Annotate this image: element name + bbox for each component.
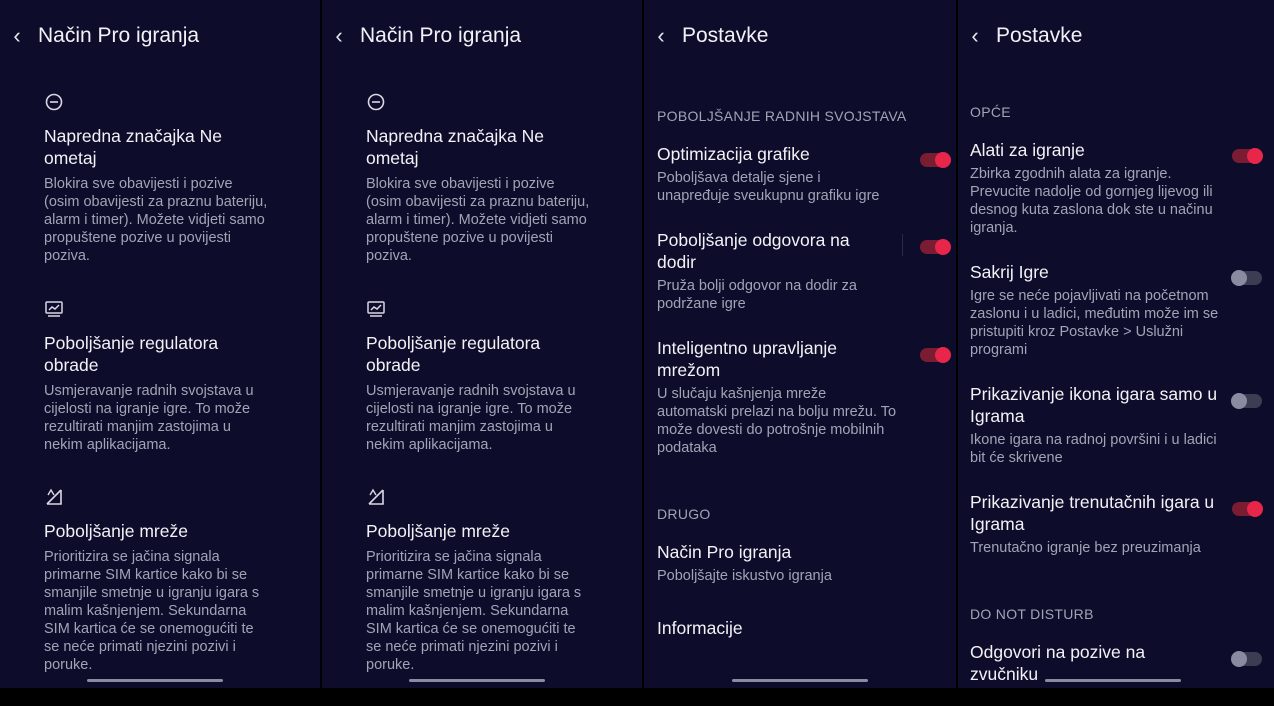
setting-title: Alati za igranje [970,140,1085,160]
panel-pro-gaming-1 [0,0,320,688]
app-bar [644,18,768,54]
setting-title: Prikazivanje trenutačnih igara u Igrama [970,492,1215,534]
setting-touch-response[interactable] [657,229,885,313]
setting-hide-games[interactable] [970,261,1220,359]
page-title: Način Pro igranja [38,24,200,47]
setting-information[interactable] [657,617,917,639]
setting-gaming-tools[interactable] [970,139,1220,237]
section-header-other: DRUGO [657,506,711,522]
setting-pro-gaming-mode[interactable] [657,541,917,585]
home-indicator[interactable] [1045,679,1181,682]
do-not-disturb-icon [366,92,386,112]
feature-do-not-disturb [44,92,268,265]
section-header-performance: POBOLJŠANJE RADNIH SVOJSTAVA [657,108,907,124]
page-title: Način Pro igranja [360,24,522,47]
performance-chart-icon [44,299,64,319]
panel-pro-gaming-2 [322,0,642,688]
feature-description: Blokira sve obavijesti i pozive (osim obavijesti za praznu bateriju, alarm i timer). Možete vidjeti samo propuštene pozive u povijesti poziva. [366,176,590,264]
setting-description: Igre se neće pojavljivati na početnom zaslonu i u ladici, međutim može im se pristupiti kroz Postavke > Uslužni programi [970,288,1219,358]
graphics-optimization-toggle[interactable] [920,153,950,167]
setting-title: Prikazivanje ikona igara samo u Igrama [970,384,1218,426]
feature-title: Poboljšanje regulatora obrade [366,333,541,375]
panel-settings-2 [958,0,1274,688]
setting-title: Odgovori na pozive na zvučniku [970,642,1146,684]
back-arrow-icon[interactable]: ‹ [13,23,21,48]
page-title: Postavke [996,24,1083,47]
game-icons-only-toggle[interactable] [1232,394,1262,408]
feature-title: Napredna značajka Ne ometaj [366,126,545,168]
setting-speaker-answer[interactable] [970,641,1190,684]
app-bar [0,18,199,54]
feature-description: Prioritizira se jačina signala primarne SIM kartice kako bi se smanjile smetnje u igranju igara s malim kašnjenjem. Sekundarna SIM kartica će se onemogućiti te se neće primati njezini pozivi i poruke. [44,549,260,673]
app-bar [322,18,521,54]
setting-game-icons-only[interactable] [970,383,1222,467]
feature-network [366,487,590,674]
home-indicator[interactable] [732,679,868,682]
feature-network [44,487,268,674]
hide-games-toggle[interactable] [1232,271,1262,285]
setting-title: Način Pro igranja [657,542,792,562]
setting-description: Ikone igara na radnoj površini i u ladici bit će skrivene [970,432,1217,466]
back-arrow-icon[interactable]: ‹ [335,23,343,48]
touch-response-toggle[interactable] [920,240,950,254]
setting-description: Zbirka zgodnih alata za igranje. Prevucite nadolje od gornjeg lijevog ili desnog kuta zaslona dok ste u načinu igranja. [970,166,1213,236]
setting-title: Sakrij Igre [970,262,1049,282]
setting-description: Poboljšajte iskustvo igranja [657,568,832,584]
feature-processor [44,299,268,454]
setting-description: U slučaju kašnjenja mreže automatski prelazi na bolju mrežu. To može dovesti do potrošnje mobilnih podataka [657,386,897,456]
network-signal-icon [366,487,386,507]
back-arrow-icon[interactable]: ‹ [657,23,665,48]
setting-title: Poboljšanje odgovora na dodir [657,230,850,272]
feature-processor [366,299,590,454]
home-indicator[interactable] [87,679,223,682]
setting-smart-network[interactable] [657,337,897,457]
setting-graphics-optimization[interactable] [657,143,897,205]
divider [902,234,903,256]
app-bar [958,18,1082,54]
gaming-tools-toggle[interactable] [1232,149,1262,163]
speaker-answer-toggle[interactable] [1232,652,1262,666]
smart-network-toggle[interactable] [920,348,950,362]
section-header-dnd: DO NOT DISTURB [970,606,1094,622]
panel-settings-1 [644,0,956,688]
network-signal-icon [44,487,64,507]
feature-do-not-disturb [366,92,590,265]
setting-description: Poboljšava detalje sjene i unapređuje sveukupnu grafiku igre [657,170,880,204]
section-header-general: OPĆE [970,104,1011,120]
setting-title: Informacije [657,618,743,638]
performance-chart-icon [366,299,386,319]
setting-title: Optimizacija grafike [657,144,810,164]
setting-description: Trenutačno igranje bez preuzimanja [970,540,1201,556]
setting-description: Pruža bolji odgovor na dodir za podržane igre [657,278,857,312]
back-arrow-icon[interactable]: ‹ [971,23,979,48]
feature-title: Napredna značajka Ne ometaj [44,126,223,168]
feature-title: Poboljšanje regulatora obrade [44,333,219,375]
setting-title: Inteligentno upravljanje mrežom [657,338,837,380]
feature-description: Usmjeravanje radnih svojstava u cijelosti na igranje igre. To može rezultirati manjim zastojima u nekim aplikacijama. [366,383,576,453]
do-not-disturb-icon [44,92,64,112]
instant-games-toggle[interactable] [1232,502,1262,516]
page-title: Postavke [682,24,769,47]
setting-instant-games[interactable] [970,491,1222,557]
feature-description: Blokira sve obavijesti i pozive (osim obavijesti za praznu bateriju, alarm i timer). Možete vidjeti samo propuštene pozive u povijesti poziva. [44,176,268,264]
home-indicator[interactable] [409,679,545,682]
feature-description: Prioritizira se jačina signala primarne SIM kartice kako bi se smanjile smetnje u igranju igara s malim kašnjenjem. Sekundarna SIM kartica će se onemogućiti te se neće primati njezini pozivi i poruke. [366,549,582,673]
feature-description: Usmjeravanje radnih svojstava u cijelosti na igranje igre. To može rezultirati manjim zastojima u nekim aplikacijama. [44,383,254,453]
feature-title: Poboljšanje mreže [366,521,510,541]
feature-title: Poboljšanje mreže [44,521,188,541]
